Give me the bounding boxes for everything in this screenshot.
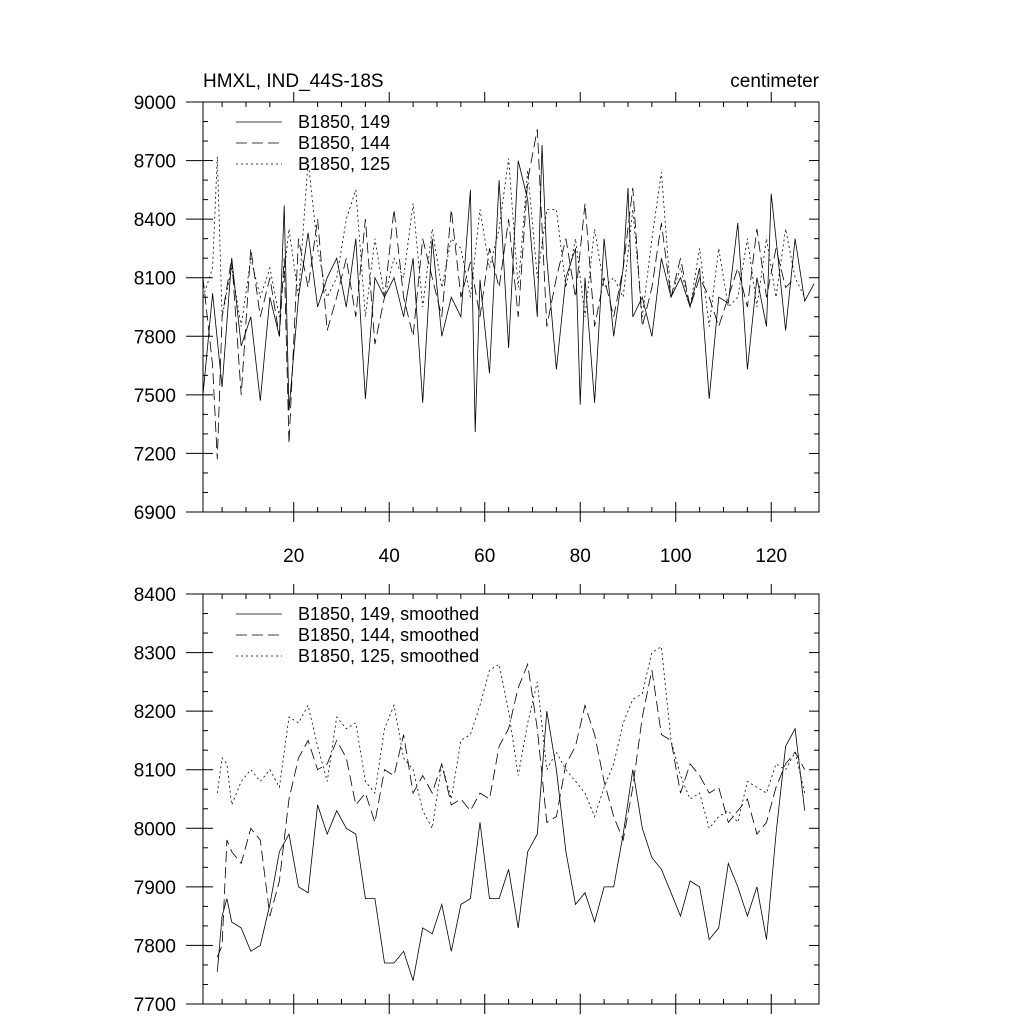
x-tick-label: 100: [659, 546, 692, 567]
legend-label-2: B1850, 144: [298, 133, 391, 153]
legend-label-3: B1850, 125: [298, 154, 391, 174]
legend-label-3: B1850, 125, smoothed: [298, 646, 480, 666]
y-tick-label: 8400: [133, 585, 176, 606]
y-tick-label: 7200: [133, 444, 176, 466]
y-tick-label: 7800: [133, 327, 176, 349]
y-tick-label: 7900: [133, 877, 176, 899]
series-line-3: [217, 647, 804, 829]
legend-label-1: B1850, 149, smoothed: [298, 604, 480, 624]
top-panel: [134, 92, 819, 567]
y-tick-label: 7800: [133, 936, 176, 958]
x-tick-label: 120: [755, 546, 788, 567]
legend-label-1: B1850, 149: [298, 112, 391, 132]
chart-units-label: centimeter: [730, 71, 819, 92]
bottom-panel: [134, 584, 819, 1016]
y-tick-label: 7700: [133, 995, 176, 1016]
series-line-2: [203, 129, 795, 459]
series-line-2: [217, 664, 804, 957]
y-tick-label: 8400: [133, 210, 176, 232]
y-tick-label: 8700: [133, 151, 176, 173]
y-tick-label: 8100: [133, 760, 176, 782]
series-line-3: [203, 157, 805, 327]
y-tick-label: 8300: [133, 643, 176, 665]
series-line-1: [203, 145, 814, 432]
x-tick-label: 20: [283, 546, 305, 567]
y-tick-label: 6900: [133, 503, 176, 524]
x-tick-label: 40: [378, 546, 400, 567]
chart-title-left: HMXL, IND_44S-18S: [203, 71, 384, 92]
y-tick-label: 8100: [133, 268, 176, 290]
plot-frame: [203, 594, 819, 1004]
y-tick-label: 7500: [133, 385, 176, 407]
x-tick-label: 80: [569, 546, 591, 567]
y-tick-label: 9000: [133, 93, 176, 114]
y-tick-label: 8200: [133, 702, 176, 724]
legend-label-2: B1850, 144, smoothed: [298, 625, 480, 645]
series-line-1: [217, 711, 804, 981]
x-tick-label: 60: [474, 546, 496, 567]
y-tick-label: 8000: [133, 819, 176, 841]
